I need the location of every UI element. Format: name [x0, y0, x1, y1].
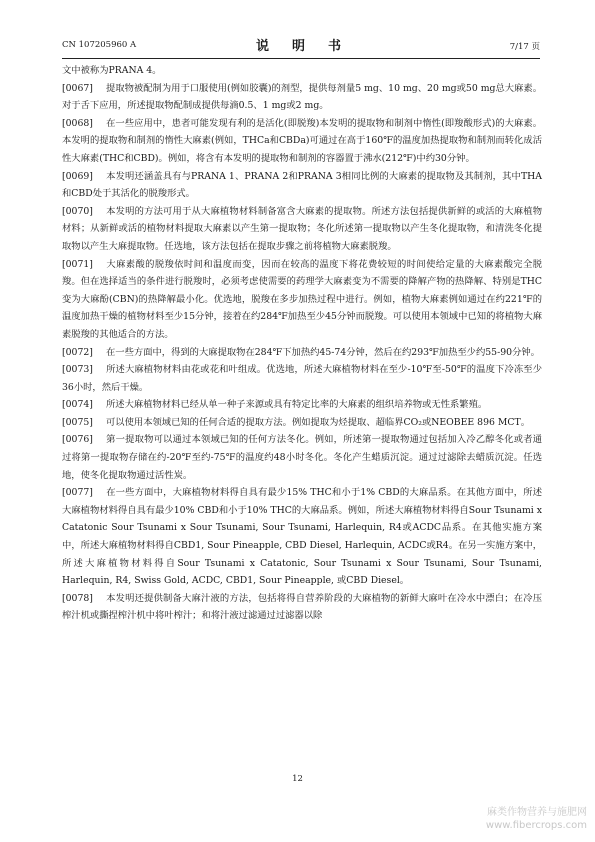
paragraph-0074 [62, 396, 542, 414]
paragraph-text: 大麻素酸的脱羧依时间和温度而变，因而在较高的温度下将花费较短的时间使给定量的大麻素酸完全脱羧。但在选择适当的条件进行脱羧时，必须考虑使需要的药理学大麻素变为不需要的降解产物的热降解、特别是THC变为大麻酚(CBN)的热降解最小化。优选地，脱羧在多步加热过程中进行。例如，植物大麻素例如通过在约221℉的温度加热干燥的植物材料至少15分钟，接着在约284℉加热至少45分钟而脱羧。可以使用本领域中已知的将植物大麻素脱羧的其他适合的方法。 [62, 258, 542, 340]
paragraph-0075 [62, 414, 542, 432]
paragraph-text: 在一些应用中，患者可能发现有利的是活化(即脱羧)本发明的提取物和制剂中惰性(即羧酸形式)的大麻素。本发明的提取物和制剂的惰性大麻素(例如，THCa和CBDa)可通过在高于160℉的温度加热提取物和制剂而转化成活性大麻素(THC和CBD)。例如，将含有本发明的提取物和制剂的容器置于沸水(212℉)中约30分钟。 [62, 117, 542, 164]
paragraph-number: [0071] [62, 258, 93, 270]
paragraph-number: [0077] [62, 487, 93, 499]
page-of-total: 7/17 页 [509, 42, 540, 52]
paragraph-0070 [62, 203, 542, 256]
paragraph-text: 所述大麻植物材料已经从单一种子来源或具有特定比率的大麻素的组织培养物或无性系繁殖。 [106, 399, 488, 411]
paragraph-0076 [62, 431, 542, 484]
paragraph-text: 本发明还提供制备大麻汁液的方法，包括将得自营养阶段的大麻植物的新鲜大麻叶在冷水中漂白；在冷压榨汁机或撕捏榨汁机中将叶榨汁；和将汁液过滤通过过滤器以除 [62, 592, 542, 622]
page-number: 12 [292, 774, 303, 784]
watermark-line-2: www.fibercrops.com [485, 820, 587, 831]
paragraph-text: 所述大麻植物材料由花或花和叶组成。优选地，所述大麻植物材料在至少-10℉至-50℉的温度下冷冻至少36小时，然后干燥。 [62, 364, 542, 393]
paragraph-text: 本发明的方法可用于从大麻植物材料制备富含大麻素的提取物。所述方法包括提供新鲜的或活的大麻植物材料；从新鲜或活的植物材料提取大麻素以产生第一提取物；冬化所述第一提取物以产生冬化提取物，和清洗冬化提取物以产生大麻提取物。任选地，该方法包括在提取步骤之前将植物大麻素脱羧。 [62, 205, 542, 252]
paragraph-text: 可以使用本领域已知的任何合适的提取方法。例如提取为烃提取、超临界CO₂或NEOBEE 896 MCT。 [106, 416, 530, 428]
page-header [62, 34, 540, 54]
paragraph-0071 [62, 256, 542, 344]
paragraph-number: [0068] [62, 117, 93, 129]
paragraph-number: [0073] [62, 364, 93, 376]
paragraph-number: [0076] [62, 434, 93, 446]
paragraph-0067 [62, 80, 542, 115]
paragraph-0068 [62, 115, 542, 168]
paragraph-text: 提取物被配制为用于口服使用(例如胶囊)的剂型，提供每剂量5 mg、10 mg、20 mg或50 mg总大麻素。对于舌下应用，所述提取物配制成提供每滴0.5、1 mg或2 mg。 [62, 82, 542, 112]
paragraph-text: 在一些方面中，大麻植物材料得自具有最少15% THC和小于1% CBD的大麻品系。在其他方面中，所述大麻植物材料得自具有最少10% CBD和小于10% THC的大麻品系。例如，所述大麻植物材料得自Sour Tsunami x Catatonic Sour Tsunami x Sour Tsunami, Sour Tsunami, Harlequin, R4或ACDC品系。在其他实施方案中，所述大麻植物材料得自CBD1, Sour Pineapple, CBD Diesel, Harlequin, ACDC或R4。在另一实施方案中，所述大麻植物材料得自Sour Tsunami x Catatonic, Sour Tsunami x Sour Tsunami, Sour Tsunami, Harlequin, R4, Swiss Gold, ACDC, CBD1, Sour Pineapple, 或CBD Diesel。 [62, 487, 542, 587]
paragraph-number: [0075] [62, 416, 93, 428]
paragraph-number: [0069] [62, 170, 93, 182]
paragraph-number: [0070] [62, 205, 93, 217]
paragraph-number: [0074] [62, 399, 93, 411]
paragraph-text: 本发明还涵盖具有与PRANA 1、PRANA 2和PRANA 3相同比例的大麻素的提取物及其制剂，其中THA和CBD处于其活化的脱羧形式。 [62, 170, 542, 200]
site-watermark [486, 806, 587, 832]
paragraph-0078 [62, 590, 542, 625]
paragraph-0077 [62, 484, 542, 590]
header-rule [62, 58, 540, 59]
paragraph-number: [0072] [62, 346, 93, 358]
document-title: 说 明 书 [255, 39, 346, 54]
paragraph-number: [0067] [62, 82, 93, 94]
paragraph-continuation [62, 62, 542, 80]
watermark-line-1: 麻类作物营养与施肥网 [487, 807, 587, 818]
paragraph-number: [0078] [62, 592, 93, 604]
publication-number: CN 107205960 A [62, 40, 137, 50]
paragraph-0073 [62, 361, 542, 396]
document-body [62, 62, 542, 625]
paragraph-0072 [62, 344, 542, 362]
paragraph-text: 在一些方面中，得到的大麻提取物在284℉下加热约45-74分钟，然后在约293℉加热至少约55-90分钟。 [106, 346, 540, 358]
paragraph-text: 文中被称为PRANA 4。 [62, 65, 162, 76]
paragraph-0069 [62, 168, 542, 203]
paragraph-text: 第一提取物可以通过本领域已知的任何方法冬化。例如，所述第一提取物通过包括加入冷乙醇冬化或者通过将第一提取物存储在约-20℉至约-75℉的温度约48小时冬化。冬化产生蜡质沉淀。通过过滤除去蜡质沉淀。任选地，使冬化提取物通过活性炭。 [62, 434, 542, 481]
